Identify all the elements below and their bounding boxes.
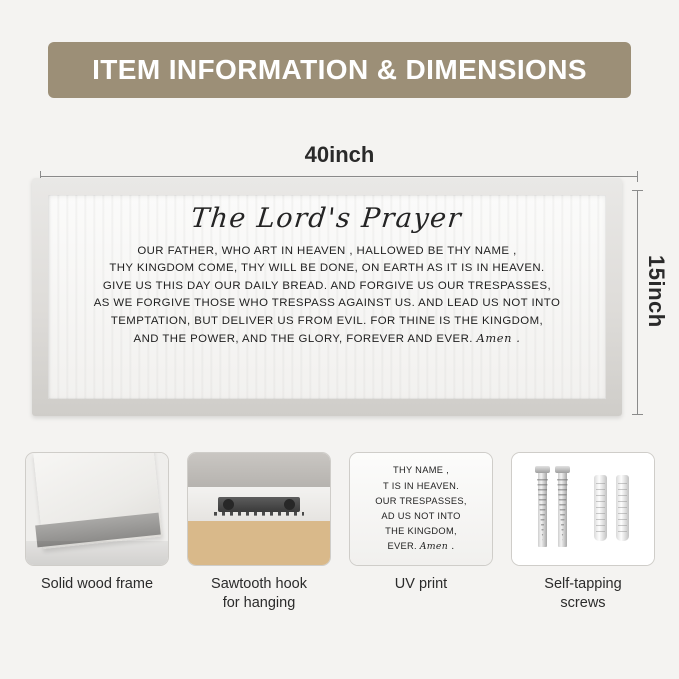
uv-print-closeup-photo bbox=[349, 452, 493, 566]
screw-head bbox=[535, 466, 550, 473]
prayer-line-last bbox=[94, 330, 561, 348]
width-dimension-label: 40inch bbox=[304, 142, 375, 167]
height-dimension-line bbox=[637, 190, 638, 415]
uv-print-panel bbox=[350, 453, 492, 565]
uv-print-text bbox=[375, 463, 466, 554]
prayer-line: GIVE US THIS DAY OUR DAILY BREAD. AND FORGIVE US OUR TRESPASSES, bbox=[102, 279, 552, 292]
feature-caption-line1: Sawtooth hook bbox=[211, 576, 307, 592]
feature-list bbox=[24, 452, 656, 613]
prayer-amen: Amen . bbox=[476, 331, 521, 346]
uv-print-line: OUR TRESPASSES, bbox=[375, 495, 467, 506]
feature-item-uv-print bbox=[348, 452, 494, 613]
screw-icon bbox=[558, 469, 567, 547]
feature-caption-line1: Self-tapping bbox=[544, 576, 622, 592]
feature-caption-line2: for hanging bbox=[222, 595, 296, 611]
height-dimension-label: 15inch bbox=[644, 255, 669, 328]
wood-frame-edge-photo bbox=[25, 452, 169, 566]
feature-caption bbox=[544, 575, 621, 613]
sawtooth-hook-icon bbox=[218, 497, 300, 512]
height-tick-bottom bbox=[632, 414, 643, 415]
feature-item-solid-wood-frame bbox=[24, 452, 170, 613]
feature-item-self-tapping-screws bbox=[510, 452, 656, 613]
feature-caption bbox=[211, 575, 307, 613]
uv-print-line: AD US NOT INTO bbox=[381, 511, 461, 521]
sign-script-title: The Lord's Prayer bbox=[189, 203, 465, 234]
feature-caption-line2: screws bbox=[560, 595, 606, 611]
hook-photo-top bbox=[188, 453, 330, 487]
height-tick-top bbox=[632, 190, 643, 191]
uv-print-line-last bbox=[375, 539, 466, 554]
feature-caption: UV print bbox=[394, 576, 448, 592]
uv-print-line: THY NAME , bbox=[392, 465, 450, 476]
prayer-line: TEMPTATION, BUT DELIVER US FROM EVIL. FOR THINE IS THE KINGDOM, bbox=[110, 314, 544, 327]
prayer-line: AS WE FORGIVE THOSE WHO TRESPASS AGAINST US. AND LEAD US NOT INTO bbox=[93, 297, 561, 310]
screw-icon bbox=[538, 469, 547, 547]
board-shadow bbox=[26, 541, 168, 565]
sign-inner-panel bbox=[48, 195, 606, 399]
feature-item-sawtooth-hook bbox=[186, 452, 332, 613]
wall-anchor-icon bbox=[616, 475, 629, 541]
prayer-line-text: AND THE POWER, AND THE GLORY, FOREVER AND EVER. bbox=[133, 333, 473, 346]
feature-caption: Solid wood frame bbox=[40, 576, 154, 592]
width-tick-right bbox=[637, 171, 638, 182]
screws-anchors-photo bbox=[511, 452, 655, 566]
uv-print-line: THE KINGDOM, bbox=[385, 526, 457, 537]
uv-print-line-text: EVER. bbox=[387, 541, 417, 552]
header-banner bbox=[48, 42, 631, 98]
wall-anchor-icon bbox=[594, 475, 607, 541]
uv-print-amen: Amen . bbox=[419, 541, 455, 553]
width-dimension-line bbox=[40, 176, 638, 177]
screws-photo-background bbox=[512, 453, 654, 565]
sign-prayer-text bbox=[94, 243, 561, 348]
banner-title: ITEM INFORMATION & DIMENSIONS bbox=[92, 54, 587, 85]
prayer-line: THY KINGDOM COME, THY WILL BE DONE, ON EARTH AS IT IS IN HEAVEN. bbox=[109, 262, 545, 275]
prayer-line: OUR FATHER, WHO ART IN HEAVEN , HALLOWED BE THY NAME , bbox=[137, 245, 517, 257]
screw-head bbox=[555, 466, 570, 473]
sign-product-image bbox=[32, 178, 622, 416]
sawtooth-hook-photo bbox=[187, 452, 331, 566]
hook-photo-surface bbox=[188, 521, 330, 565]
uv-print-line: T IS IN HEAVEN. bbox=[383, 480, 459, 491]
